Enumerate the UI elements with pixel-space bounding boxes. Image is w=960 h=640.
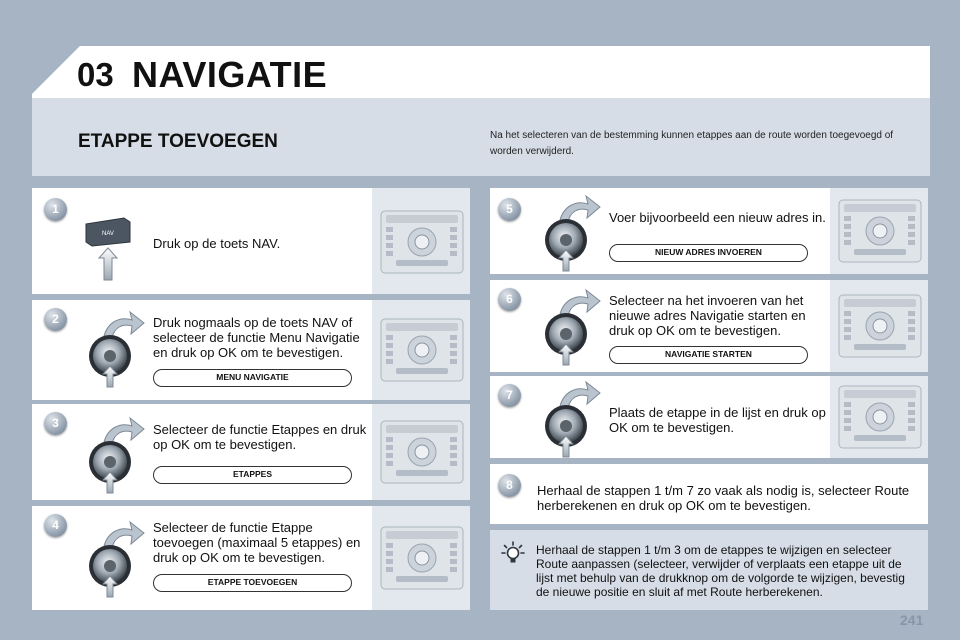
chapter-title: NAVIGATIE — [132, 54, 328, 95]
step-1-number: 1 — [44, 198, 67, 221]
step-1-text: Druk op de toets NAV. — [153, 236, 281, 251]
step-3 — [32, 404, 470, 500]
tip-text: Herhaal de stappen 1 t/m 3 om de etappes te wijzigen en selecteer Route aanpassen (selecteer, verwijder of verplaats een etappe uit de lijst met behulp van de drukknop om de volgorde te wijzigen, bevestig de nieuwe positie en sluit af met Route herberekenen. — [536, 543, 905, 599]
control-panel-illustration — [838, 385, 922, 449]
control-panel-illustration — [838, 294, 922, 358]
nav-button-icon — [80, 210, 136, 282]
chapter-number: 03 — [77, 56, 114, 93]
control-panel-illustration — [380, 318, 464, 382]
step-5 — [490, 188, 928, 274]
step-2-text: Druk nogmaals op de toets NAV of selecteer de functie Menu Navigatie en druk op OK om te bevestigen. — [153, 315, 360, 360]
step-8-text: Herhaal de stappen 1 t/m 7 zo vaak als nodig is, selecteer Route herberekenen en druk op OK om te bevestigen. — [537, 483, 910, 513]
rotary-knob-icon — [76, 308, 146, 388]
menu-label-etappes: ETAPPES — [153, 466, 352, 484]
nav-button-label: NAV — [102, 231, 114, 237]
rotary-knob-icon — [532, 378, 602, 458]
section-title: ETAPPE TOEVOEGEN — [78, 131, 278, 152]
rotary-knob-icon — [76, 414, 146, 494]
menu-label-navigatie-starten: NAVIGATIE STARTEN — [609, 346, 808, 364]
step-6-text: Selecteer na het invoeren van het nieuwe adres Navigatie starten en druk op OK om te bevestigen. — [609, 293, 806, 338]
step-5-number: 5 — [498, 198, 521, 221]
step-4-text: Selecteer de functie Etappe toevoegen (maximaal 5 etappes) en druk op OK om te bevestigen. — [153, 520, 361, 565]
page-number: 241 — [900, 612, 924, 628]
control-panel-illustration — [380, 420, 464, 484]
control-panel-illustration — [838, 199, 922, 263]
control-panel-illustration — [380, 526, 464, 590]
lightbulb-icon — [500, 540, 526, 566]
tip-box — [490, 530, 928, 610]
step-6-number: 6 — [498, 288, 521, 311]
rotary-knob-icon — [532, 192, 602, 272]
step-7-number: 7 — [498, 384, 521, 407]
step-1 — [32, 188, 470, 294]
menu-label-etappe-toevoegen: ETAPPE TOEVOEGEN — [153, 574, 352, 592]
step-4-number: 4 — [44, 514, 67, 537]
step-3-number: 3 — [44, 412, 67, 435]
section-intro: Na het selecteren van de bestemming kunnen etappes aan de route worden toegevoegd of worden verwijderd. — [490, 130, 894, 157]
step-8 — [490, 464, 928, 524]
menu-label-menu-navigatie: MENU NAVIGATIE — [153, 369, 352, 387]
step-7-text: Plaats de etappe in de lijst en druk op OK om te bevestigen. — [609, 405, 826, 435]
step-2 — [32, 300, 470, 400]
control-panel-illustration — [380, 210, 464, 274]
step-5-text: Voer bijvoorbeeld een nieuw adres in. — [609, 210, 826, 225]
step-7 — [490, 376, 928, 458]
step-4 — [32, 506, 470, 610]
menu-label-nieuw-adres-invoeren: NIEUW ADRES INVOEREN — [609, 244, 808, 262]
rotary-knob-icon — [76, 518, 146, 598]
step-8-number: 8 — [498, 474, 521, 497]
step-2-number: 2 — [44, 308, 67, 331]
step-3-text: Selecteer de functie Etappes en druk op OK om te bevestigen. — [153, 422, 367, 452]
rotary-knob-icon — [532, 286, 602, 366]
step-6 — [490, 280, 928, 372]
